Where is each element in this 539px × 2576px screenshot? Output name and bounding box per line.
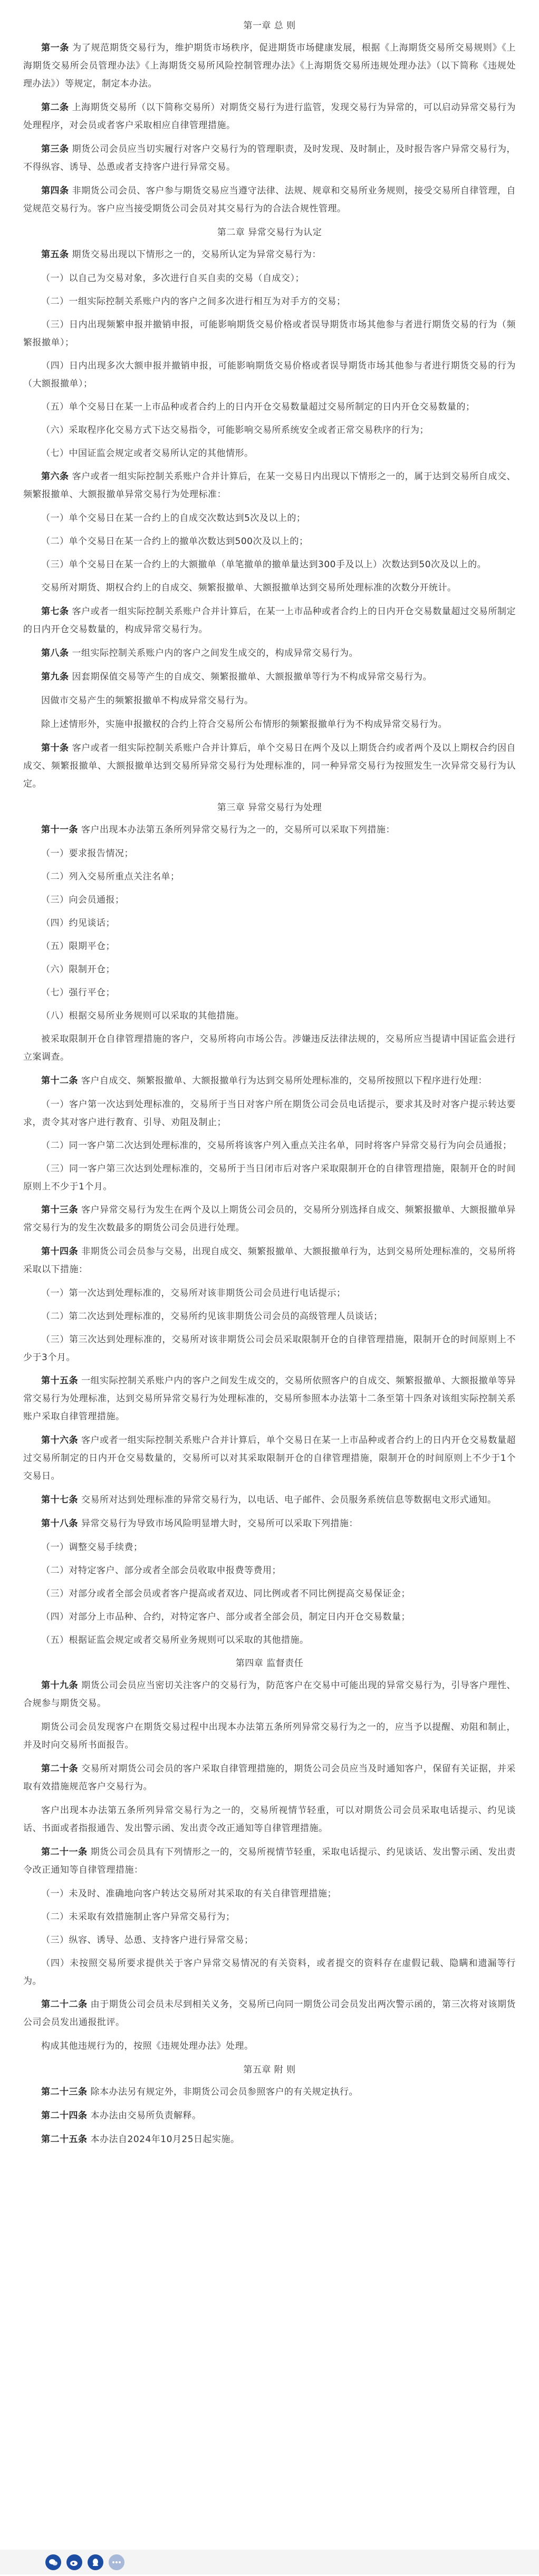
list-item: （二）列入交易所重点关注名单； bbox=[41, 871, 180, 882]
article bbox=[23, 1491, 516, 1509]
article-text: 本办法自2024年10月25日起实施。 bbox=[90, 2134, 240, 2145]
article bbox=[23, 246, 516, 264]
article-number: 第十三条 bbox=[41, 1205, 79, 1215]
list-item: （三）向会员通报； bbox=[41, 895, 124, 905]
article bbox=[23, 1515, 516, 1533]
list-item: （八）根据交易所业务规则可以采取的其他措施。 bbox=[41, 1011, 244, 1021]
paragraph: 因做市交易产生的频繁报撤单不构成异常交易行为。 bbox=[41, 695, 254, 706]
article bbox=[23, 2130, 516, 2148]
list-item: （四）未按照交易所要求提供关于客户异常交易情况的有关资料，或者提交的资料存在虚假记载、隐瞒和遗漏等行为。 bbox=[23, 1958, 516, 1987]
article-number: 第二十一条 bbox=[41, 1847, 88, 1857]
list-item: （一）未及时、准确地向客户转达交易所对其采取的有关自律管理措施； bbox=[41, 1889, 336, 1899]
list-item: （五）根据证监会规定或者交易所业务规则可以采取的其他措施。 bbox=[41, 1635, 309, 1645]
article-number: 第七条 bbox=[41, 606, 69, 617]
article bbox=[23, 1243, 516, 1279]
article-number: 第六条 bbox=[41, 471, 69, 482]
article-text: 期货公司会员应当密切关注客户的交易行为，防范客户在交易中可能出现的异常交易行为，引导客户理性、合规参与期货交易。 bbox=[23, 1680, 516, 1709]
article-text: 为了规范期货交易行为，维护期货市场秩序，促进期货市场健康发展，根据《上海期货交易所交易规则》《上海期货交易所会员管理办法》《上海期货交易所风险控制管理办法》《上海期货交易所违规处理办法》（以下简称《违规处理办法》）等规定，制定本办法。 bbox=[23, 43, 516, 89]
paragraph: 客户出现本办法第五条所列异常交易行为之一的，交易所视情节轻重，可以对期货公司会员采取电话提示、约见谈话、书面或者指报通告、发出警示函、发出责令改正通知等自律管理措施。 bbox=[23, 1805, 516, 1834]
list-item: （七）强行平仓； bbox=[41, 987, 115, 998]
article-number: 第二十二条 bbox=[41, 1999, 88, 2010]
article-text: 异常交易行为导致市场风险明显增大时，交易所可以采取下列措施： bbox=[81, 1518, 358, 1529]
wechat-icon[interactable] bbox=[45, 2554, 61, 2570]
article-number: 第二十条 bbox=[41, 1764, 79, 1774]
list-item: （一）要求报告情况； bbox=[41, 848, 133, 859]
list-item: （六）采取程序化交易方式下达交易指令，可能影响交易所系统安全或者正常交易秩序的行为； bbox=[41, 425, 429, 435]
weibo-icon-glyph bbox=[66, 2554, 82, 2570]
list-item: （二）第二次达到处理标准的，交易所约见该非期货公司会员的高级管理人员谈话； bbox=[41, 1311, 383, 1322]
list-item: （二）对特定客户、部分或者全部会员收取申报费等费用； bbox=[41, 1565, 281, 1576]
article-number: 第二条 bbox=[41, 102, 69, 113]
list-item: （二）未采取有效措施制止客户异常交易行为； bbox=[41, 1912, 235, 1922]
article bbox=[23, 1072, 516, 1090]
article-number: 第二十三条 bbox=[41, 2087, 88, 2097]
list-item: （三）日内出现频繁申报并撤销申报，可能影响期货交易价格或者误导期货市场其他参与者进行期货交易的行为（频繁报撤单）； bbox=[23, 319, 516, 348]
article-text: 客户出现本办法第五条所列异常交易行为之一的，交易所可以采取下列措施： bbox=[81, 825, 395, 835]
article bbox=[23, 739, 516, 793]
list-item: （四）日内出现多次大额申报并撤销申报，可能影响期货交易价格或者误导期货市场其他参与者进行期货交易的行为（大额报撤单）； bbox=[23, 361, 516, 389]
article-number: 第八条 bbox=[41, 648, 69, 658]
article bbox=[23, 99, 516, 134]
article bbox=[23, 1843, 516, 1879]
chapter-title: 第四章 监督责任 bbox=[235, 1658, 304, 1669]
article-number: 第三条 bbox=[41, 144, 69, 154]
article bbox=[23, 1201, 516, 1237]
article bbox=[23, 468, 516, 503]
article bbox=[23, 1760, 516, 1796]
article bbox=[23, 39, 516, 93]
article-text: 期货公司会员具有下列情形之一的，交易所视情节轻重，采取电话提示、约见谈话、发出警示函、发出责令改正通知等自律管理措施： bbox=[23, 1847, 516, 1875]
list-item: （三）同一客户第三次达到处理标准的，交易所于当日闭市后对客户采取限制开仓的自律管理措施，限制开仓的时间原则上不少于1个月。 bbox=[23, 1164, 516, 1192]
paragraph: 被采取限制开仓自律管理措施的客户，交易所将向市场公告。涉嫌违反法律法规的，交易所应当提请中国证监会进行立案调查。 bbox=[23, 1034, 516, 1062]
list-item: （一）调整交易手续费； bbox=[41, 1542, 143, 1553]
article-number: 第十二条 bbox=[41, 1076, 78, 1086]
article-text: 交易所对达到处理标准的异常交易行为，以电话、电子邮件、会员服务系统信息等数据电文形式通知。 bbox=[81, 1495, 497, 1505]
article-text: 交易所对期货公司会员的客户采取自律管理措施的，期货公司会员应当及时通知客户，保留有关证据，并采取有效措施规范客户交易行为。 bbox=[23, 1764, 516, 1792]
article bbox=[23, 140, 516, 176]
article bbox=[23, 1677, 516, 1712]
list-item: （二）一组实际控制关系账户内的客户之间多次进行相互为对手方的交易； bbox=[41, 296, 346, 307]
article-number: 第五条 bbox=[41, 249, 69, 260]
article-text: 非期货公司会员、客户参与期货交易应当遵守法律、法规、规章和交易所业务规则，接受交易所自律管理，自觉规范交易行为。客户应当接受期货公司会员对其交易行为的合法合规性管理。 bbox=[23, 186, 516, 214]
list-item: （三）单个交易日在某一合约上的大额撤单（单笔撤单的撤单量达到300手及以上）次数达到50次及以上的。 bbox=[41, 559, 487, 570]
wechat-icon-glyph bbox=[45, 2554, 61, 2570]
list-item: （二）同一客户第二次达到处理标准的，交易所将该客户列入重点关注名单，同时将客户异常交易行为向会员通报； bbox=[41, 1140, 512, 1151]
qq-icon-glyph bbox=[88, 2554, 103, 2570]
article bbox=[23, 1372, 516, 1426]
article bbox=[23, 644, 516, 662]
article-number: 第九条 bbox=[41, 672, 69, 682]
chapter-title: 第五章 附 则 bbox=[243, 2065, 296, 2075]
more-icon-glyph bbox=[109, 2554, 124, 2570]
article-text: 除本办法另有规定外，非期货公司会员参照客户的有关规定执行。 bbox=[90, 2087, 358, 2097]
list-item: （六）限制开仓； bbox=[41, 964, 115, 975]
article-text: 期货公司会员应当切实履行对客户交易行为的管理职责，及时发现、及时制止，及时报告客户异常交易行为，不得纵容、诱导、怂恿或者支持客户进行异常交易。 bbox=[23, 144, 516, 172]
paragraph: 交易所对期货、期权合约上的自成交、频繁报撤单、大额报撤单达到交易所处理标准的次数分开统计。 bbox=[41, 583, 457, 593]
article-text: 上海期货交易所（以下简称交易所）对期货交易行为进行监管，发现交易行为异常的，可以启动异常交易行为处理程序，对会员或者客户采取相应自律管理措施。 bbox=[23, 102, 516, 131]
article-number: 第十九条 bbox=[41, 1680, 79, 1691]
chapter-title: 第三章 异常交易行为处理 bbox=[217, 802, 322, 813]
article-text: 客户或者一组实际控制关系账户合并计算后，单个交易日在两个及以上期货合约或者两个及以上期权合约因自成交、频繁报撤单、大额报撤单达到交易所异常交易行为处理标准的，同一种异常交易行为按照发生一次异常交易行为认定。 bbox=[23, 743, 516, 789]
list-item: （四）约见谈话； bbox=[41, 918, 115, 928]
list-item: （一）单个交易日在某一合约上的自成交次数达到5次及以上的； bbox=[41, 513, 306, 524]
article bbox=[23, 821, 516, 839]
chapter-title: 第二章 异常交易行为认定 bbox=[217, 227, 322, 238]
article bbox=[23, 182, 516, 218]
list-item: （二）单个交易日在某一合约上的撤单次数达到500次及以上的； bbox=[41, 536, 309, 547]
list-item: （一）第一次达到处理标准的，交易所对该非期货公司会员进行电话提示； bbox=[41, 1288, 346, 1299]
article-number: 第十七条 bbox=[41, 1495, 78, 1505]
article-number: 第二十五条 bbox=[41, 2134, 88, 2145]
article bbox=[23, 1996, 516, 2031]
list-item: （五）限期平仓； bbox=[41, 941, 115, 952]
article-text: 一组实际控制关系账户内的客户之间发生成交的，构成异常交易行为。 bbox=[72, 648, 358, 658]
article bbox=[23, 2083, 516, 2101]
article-number: 第四条 bbox=[41, 186, 69, 196]
article-number: 第十一条 bbox=[41, 825, 78, 835]
article-text: 客户或者一组实际控制关系账户合并计算后，在某一上市品种或者合约上的日内开仓交易数量超过交易所制定的日内开仓交易数量的，构成异常交易行为。 bbox=[23, 606, 516, 635]
article-text: 因套期保值交易等产生的自成交、频繁报撤单、大额报撤单等行为不构成异常交易行为。 bbox=[72, 672, 432, 682]
article bbox=[23, 1431, 516, 1485]
list-item: （一）以自己为交易对象，多次进行自买自卖的交易（自成交）； bbox=[41, 273, 304, 284]
article-number: 第二十四条 bbox=[41, 2110, 88, 2121]
article-text: 一组实际控制关系账户内的客户之间发生成交的，交易所依照客户的自成交、频繁报撤单、大额报撤单等异常交易行为处理标准，达到交易所异常交易行为处理标准的，交易所参照本办法第十二条至第十四条对该组实际控制关系账户采取自律管理措施。 bbox=[23, 1376, 516, 1422]
list-item: （七）中国证监会规定或者交易所认定的其他情形。 bbox=[41, 448, 254, 459]
article-text: 非期货公司会员参与交易，出现自成交、频繁报撤单、大额报撤单行为，达到交易所处理标准的，交易所将采取以下措施： bbox=[23, 1246, 516, 1275]
article-text: 由于期货公司会员未尽到相关义务，交易所已向同一期货公司会员发出两次警示函的，第三次将对该期货公司会员发出通报批评。 bbox=[23, 1999, 516, 2028]
article bbox=[23, 668, 516, 686]
list-item: （三）纵容、诱导、怂恿、支持客户进行异常交易； bbox=[41, 1935, 254, 1945]
article-text: 期货交易出现以下情形之一的，交易所认定为异常交易行为： bbox=[72, 249, 321, 260]
article-text: 客户或者一组实际控制关系账户合并计算后，单个交易日在某一上市品种或者合约上的日内开仓交易数量超过交易所制定的日内开仓交易数量的，交易所可以对其采取限制开仓的自律管理措施，限制开仓的时间原则上不少于1个交易日。 bbox=[23, 1435, 516, 1481]
paragraph: 构成其他违规行为的，按照《违规处理办法》处理。 bbox=[41, 2041, 254, 2051]
paragraph: 除上述情形外，实施申报撤权的合约上符合交易所公布情形的频繁报撤单行为不构成异常交易行为。 bbox=[41, 719, 447, 730]
article-text: 客户异常交易行为发生在两个及以上期货公司会员的，交易所分别选择自成交、频繁报撤单、大额报撤单异常交易行为的发生次数最多的期货公司会员进行处理。 bbox=[23, 1205, 516, 1233]
article-text: 客户或者一组实际控制关系账户合并计算后，在某一交易日内出现以下情形之一的，属于达到交易所自成交、频繁报撤单、大额报撤单异常交易行为处理标准： bbox=[23, 471, 516, 500]
more-icon[interactable] bbox=[109, 2554, 124, 2570]
article-number: 第十八条 bbox=[41, 1518, 78, 1529]
article-text: 客户自成交、频繁报撤单、大额报撤单行为达到交易所处理标准的，交易所按照以下程序进行处理： bbox=[81, 1076, 487, 1086]
article-number: 第十五条 bbox=[41, 1376, 79, 1386]
article-number: 第十六条 bbox=[41, 1435, 79, 1446]
article-text: 本办法由交易所负责解释。 bbox=[90, 2110, 201, 2121]
chapter-title: 第一章 总 则 bbox=[243, 21, 296, 31]
document-body bbox=[23, 12, 516, 2154]
article bbox=[23, 2107, 516, 2125]
share-bar bbox=[0, 2550, 539, 2574]
article-number: 第十条 bbox=[41, 743, 69, 753]
article-number: 第一条 bbox=[41, 43, 70, 53]
weibo-icon[interactable] bbox=[66, 2554, 82, 2570]
article-number: 第十四条 bbox=[41, 1246, 79, 1257]
paragraph: 期货公司会员发现客户在期货交易过程中出现本办法第五条所列异常交易行为之一的，应当予以提醒、劝阻和制止，并及时向交易所书面报告。 bbox=[23, 1722, 516, 1750]
list-item: （三）第三次达到处理标准的，交易所对该非期货公司会员采取限制开仓的自律管理措施，限制开仓的时间原则上不少于3个月。 bbox=[23, 1334, 516, 1363]
qq-icon[interactable] bbox=[88, 2554, 103, 2570]
list-item: （三）对部分或者全部会员或者客户提高或者双边、同比例或者不同比例提高交易保证金； bbox=[41, 1589, 410, 1599]
list-item: （五）单个交易日在某一上市品种或者合约上的日内开仓交易数量超过交易所制定的日内开仓交易数量的； bbox=[41, 402, 475, 412]
article bbox=[23, 603, 516, 638]
list-item: （四）对部分上市品种、合约，对特定客户、部分或者全部会员，制定日内开仓交易数量； bbox=[41, 1612, 410, 1622]
list-item: （一）客户第一次达到处理标准的，交易所于当日对客户所在期货公司会员电话提示，要求其及时对客户提示转达要求，责令其对客户进行教育、引导、劝阻及制止； bbox=[23, 1099, 516, 1128]
